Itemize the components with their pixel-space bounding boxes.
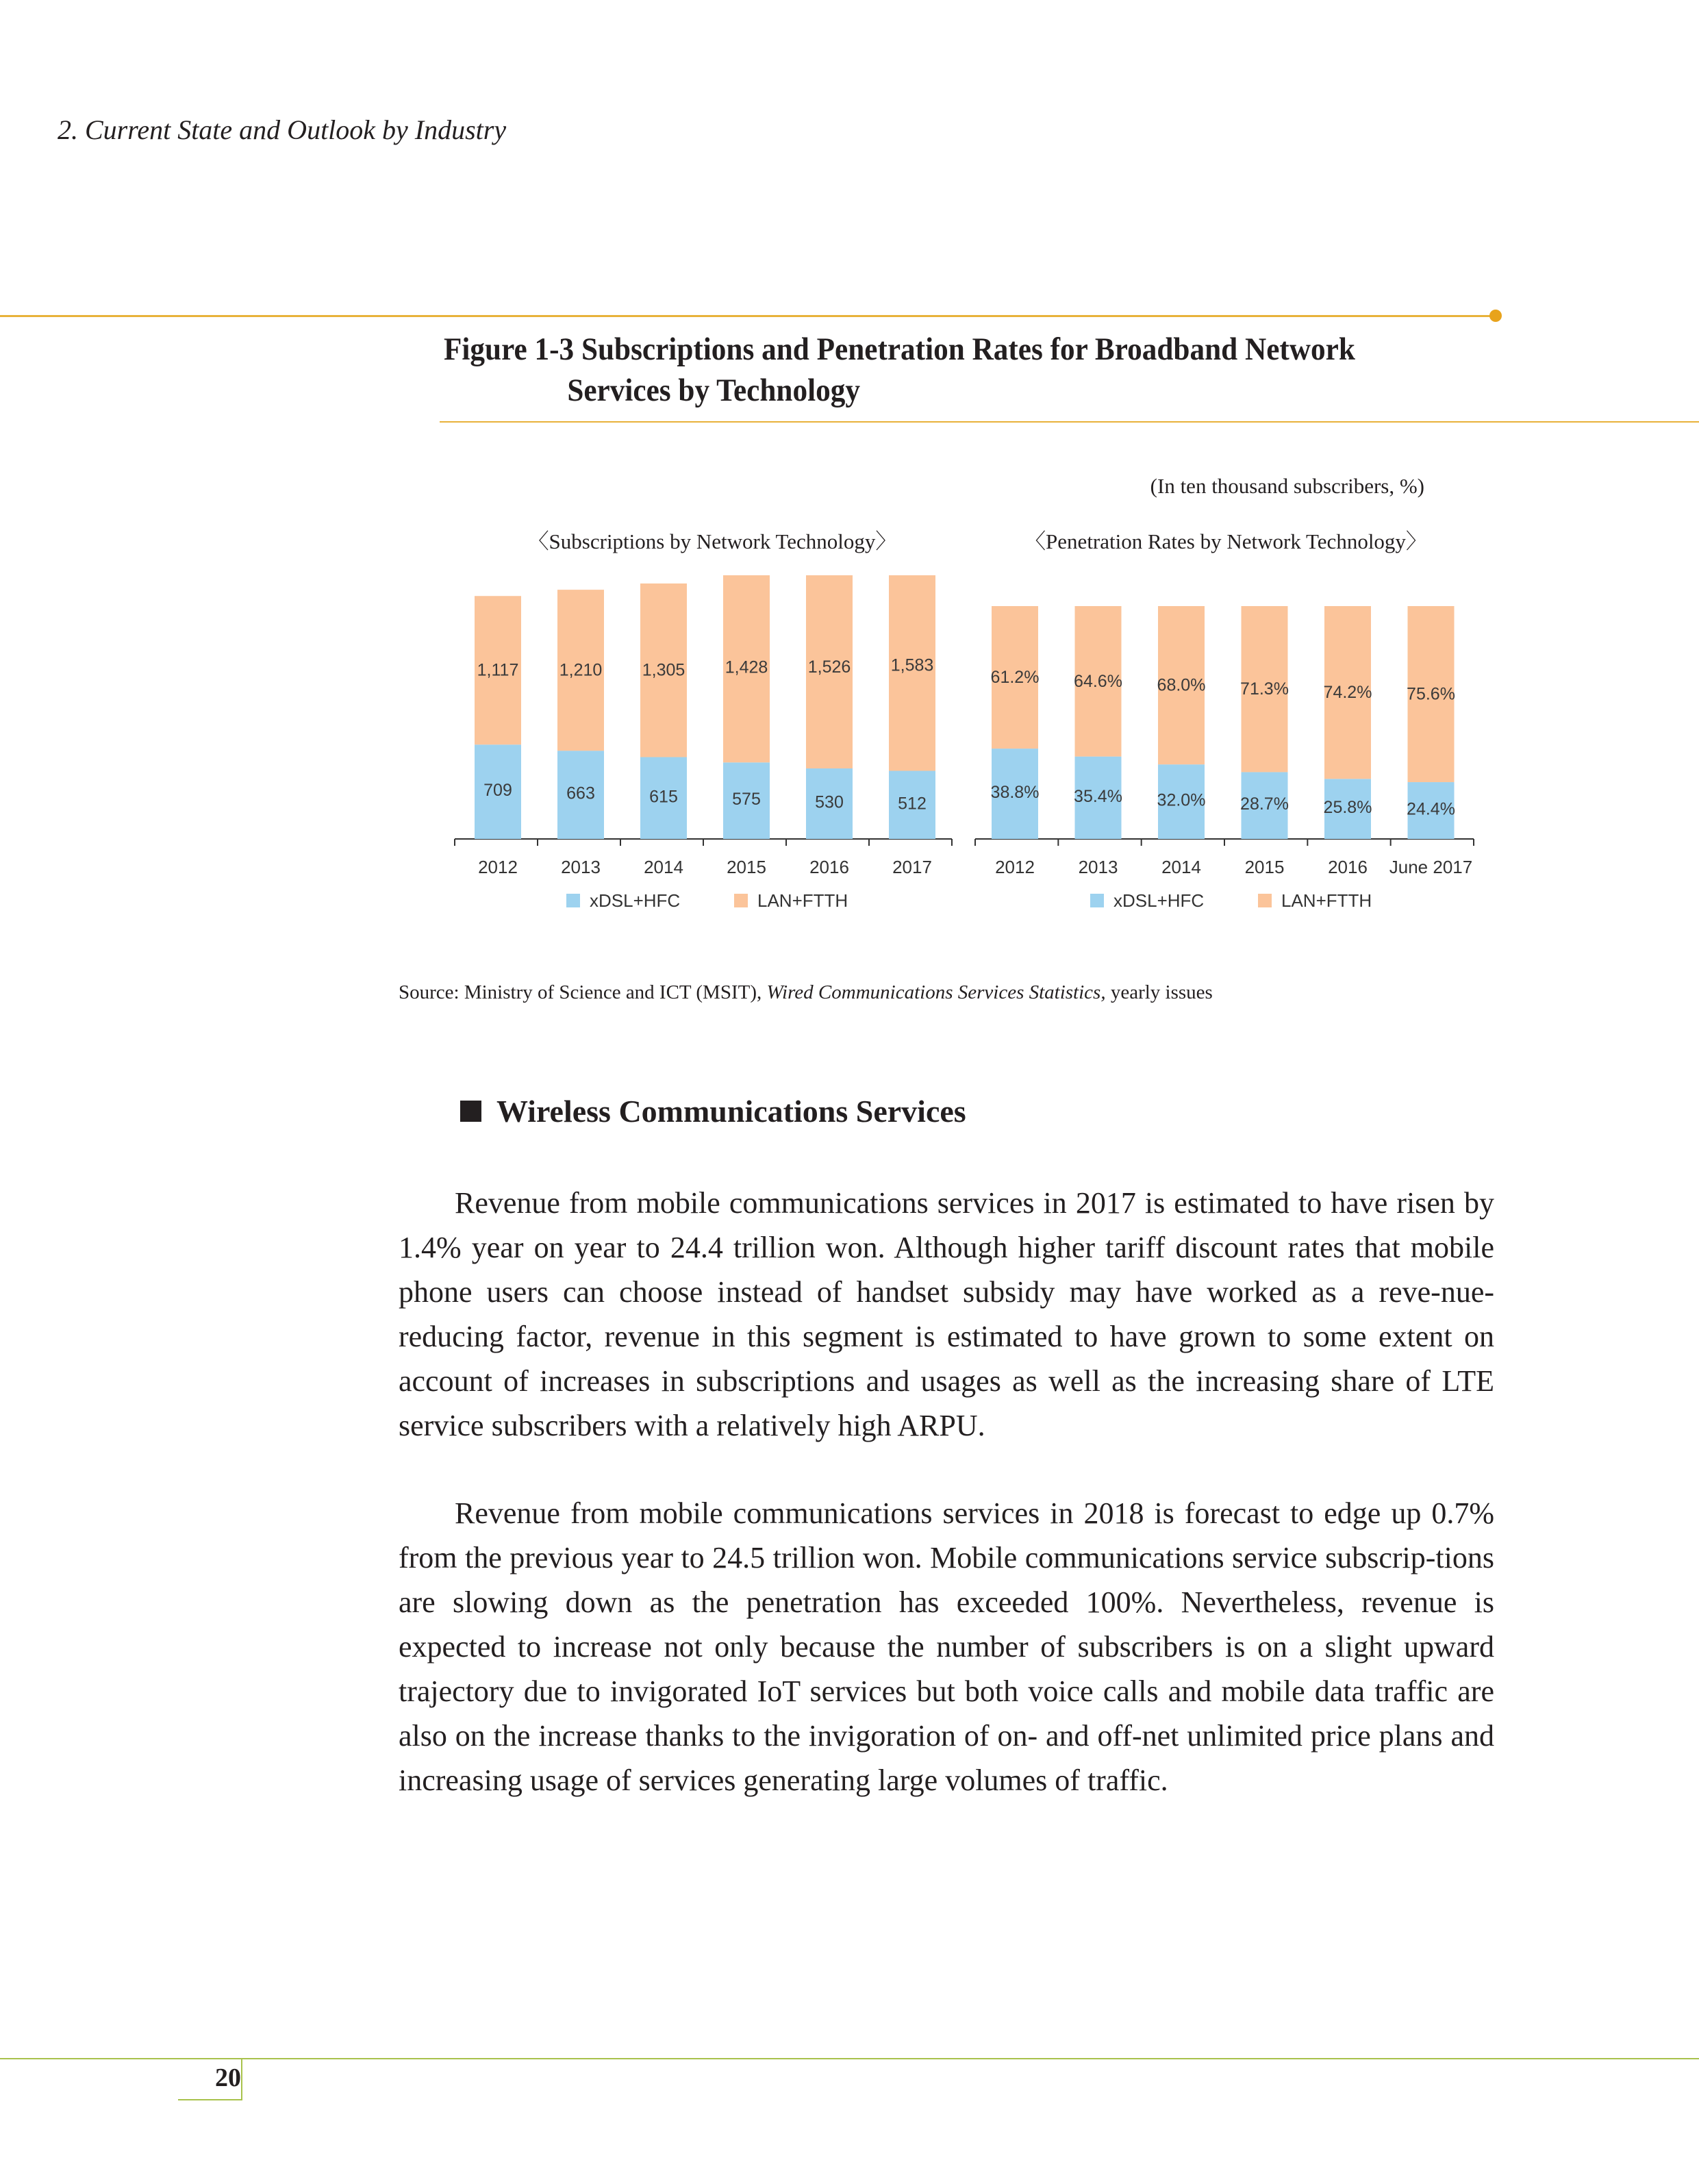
running-header: 2. Current State and Outlook by Industry <box>58 114 507 145</box>
x-tick-label: 2015 <box>1244 857 1285 877</box>
legend-label-xdsl-hfc: xDSL+HFC <box>590 890 681 911</box>
figure-title-line1: Figure 1-3 Subscriptions and Penetration Rates for Broadband Network <box>444 331 1355 367</box>
x-tick-label: 2014 <box>644 857 683 877</box>
data-label-xdsl-hfc: 530 <box>815 792 844 812</box>
data-label-lan-ftth: 75.6% <box>1407 684 1455 704</box>
data-label-xdsl-hfc: 24.4% <box>1407 799 1455 819</box>
data-label-lan-ftth: 1,583 <box>890 655 934 675</box>
top-rule <box>0 315 1494 317</box>
legend-swatch-lan-ftth <box>734 894 748 907</box>
footer-rule <box>0 2058 1699 2059</box>
data-label-lan-ftth: 61.2% <box>990 668 1040 688</box>
data-label-lan-ftth: 1,526 <box>807 657 851 677</box>
legend-label-xdsl-hfc: xDSL+HFC <box>1113 890 1205 911</box>
square-bullet-icon <box>460 1101 481 1122</box>
x-tick-label: 2012 <box>995 857 1035 877</box>
legend-label-lan-ftth: LAN+FTTH <box>1281 890 1372 911</box>
x-tick-label: 2013 <box>1078 857 1118 877</box>
source-suffix: yearly issues <box>1105 981 1213 1003</box>
paragraph-2: Revenue from mobile communications services in 2018 is forecast to edge up 0.7% from the previous year to 24.5 trillion won. Mobile communications service subscrip-tions are slowing down as the penetration has exceeded 100%. Nevertheless, revenue is expected to increase not only because the number of subscribers is on a slight upward trajectory due to invigorated IoT services but both voice calls and mobile data traffic are also on the increase thanks to the invigoration of on- and off-net unlimited price plans and increasing usage of services generating large volumes of traffic. <box>399 1496 1494 1797</box>
rule-end-dot <box>1489 310 1502 322</box>
right-chart-title: 〈Penetration Rates by Network Technology〉 <box>1024 529 1427 553</box>
charts-area <box>0 575 1699 952</box>
data-label-xdsl-hfc: 512 <box>898 794 927 814</box>
section-heading <box>460 1093 966 1129</box>
figure-title-rule <box>440 421 1699 423</box>
source-publication: Wired Communications Services Statistics, <box>766 981 1106 1003</box>
legend-swatch-lan-ftth <box>1258 894 1272 907</box>
page-number: 20 <box>215 2063 241 2092</box>
data-label-xdsl-hfc: 575 <box>732 790 761 809</box>
x-tick-label: 2015 <box>727 857 766 877</box>
figure-source <box>399 981 1213 1004</box>
x-tick-label: 2016 <box>809 857 849 877</box>
figure-title-line2: Services by Technology <box>567 373 860 408</box>
data-label-lan-ftth: 1,210 <box>559 660 603 680</box>
data-label-xdsl-hfc: 709 <box>483 781 512 801</box>
data-label-lan-ftth: 1,117 <box>477 660 519 680</box>
data-label-lan-ftth: 64.6% <box>1074 671 1122 691</box>
figure-title <box>444 329 1355 411</box>
unit-note: (In ten thousand subscribers, %) <box>1150 474 1424 498</box>
data-label-lan-ftth: 74.2% <box>1323 683 1372 703</box>
data-label-xdsl-hfc: 38.8% <box>990 783 1040 803</box>
x-tick-label: 2013 <box>561 857 601 877</box>
section-heading-text: Wireless Communications Services <box>496 1094 966 1129</box>
legend-swatch-xdsl-hfc <box>1090 894 1104 907</box>
legend-label-lan-ftth: LAN+FTTH <box>757 890 848 911</box>
data-label-xdsl-hfc: 32.0% <box>1157 790 1206 810</box>
paragraph-1: Revenue from mobile communications services in 2017 is estimated to have risen by 1.4% year on year to 24.4 trillion won. Although higher tariff discount rates that mobile phone users can choose instead of handset subsidy may have worked as a reve-nue-reducing factor, revenue in this segment is estimated to have grown to some extent on account of increases in subscriptions and usages as well as the increasing share of LTE service subscribers with a relatively high ARPU. <box>399 1186 1494 1442</box>
x-tick-label: 2016 <box>1328 857 1368 877</box>
x-tick-label: 2014 <box>1161 857 1201 877</box>
source-prefix: Source: Ministry of Science and ICT (MSIT), <box>399 981 767 1003</box>
data-label-lan-ftth: 68.0% <box>1157 675 1206 695</box>
data-label-xdsl-hfc: 663 <box>566 783 595 803</box>
data-label-lan-ftth: 71.3% <box>1240 679 1289 699</box>
x-tick-label: 2017 <box>892 857 932 877</box>
data-label-lan-ftth: 1,305 <box>642 660 685 680</box>
data-label-xdsl-hfc: 25.8% <box>1323 798 1372 818</box>
data-label-lan-ftth: 1,428 <box>725 657 768 677</box>
data-label-xdsl-hfc: 615 <box>649 787 678 807</box>
data-label-xdsl-hfc: 35.4% <box>1074 786 1122 806</box>
data-label-xdsl-hfc: 28.7% <box>1240 794 1289 814</box>
left-chart-title: 〈Subscriptions by Network Technology〉 <box>527 529 897 553</box>
x-tick-label: 2012 <box>478 857 518 877</box>
legend-swatch-xdsl-hfc <box>566 894 580 907</box>
x-tick-label: June 2017 <box>1389 857 1473 877</box>
